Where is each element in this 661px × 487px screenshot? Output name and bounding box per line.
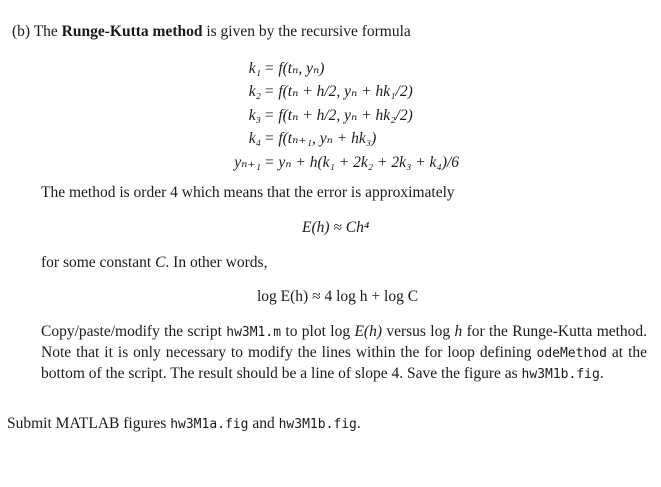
equation-lhs: k₁ bbox=[248, 59, 261, 77]
equation-row bbox=[210, 104, 490, 128]
heading-intro: The bbox=[33, 23, 58, 40]
equation-rhs: = yₙ + h(k₁ + 2k₂ + 2k₃ + k₄)/6 bbox=[264, 153, 460, 171]
instr-text: for the Runge-Kutta method. Note that it is only necessary to modify the lines within the for loop defining bbox=[41, 323, 648, 361]
instr-text: to plot log bbox=[285, 323, 351, 340]
equation-row bbox=[210, 128, 490, 152]
method-name: Runge-Kutta method bbox=[61, 23, 203, 40]
equation-rhs: = f(tₙ, yₙ) bbox=[264, 59, 325, 77]
equation-row bbox=[210, 81, 490, 105]
figure-a-filename: hw3M1a.fig bbox=[170, 417, 249, 432]
equation-row bbox=[210, 151, 490, 175]
instr-text: at the bottom of the script. The result should be a line of slope 4. Save the figure as bbox=[41, 344, 648, 382]
instr-text: . bbox=[599, 365, 604, 382]
h-symbol: h bbox=[454, 323, 463, 340]
script-filename: hw3M1.m bbox=[226, 325, 282, 340]
figure-filename: hw3M1b.fig bbox=[521, 367, 600, 382]
instructions-paragraph bbox=[41, 322, 647, 385]
equation-rhs: = f(tₙ + h/2, yₙ + hk₁/2) bbox=[264, 83, 413, 101]
submit-and: and bbox=[252, 415, 275, 432]
equation-lhs: k₄ bbox=[248, 130, 261, 148]
equation-row bbox=[210, 57, 490, 81]
equation-rhs: = f(tₙ₊₁, yₙ + hk₃) bbox=[264, 130, 377, 148]
log-formula: log E(h) ≈ 4 log h + log C bbox=[257, 288, 419, 305]
part-label: (b) bbox=[12, 23, 31, 40]
heading-rest: is given by the recursive formula bbox=[206, 23, 411, 40]
function-name: odeMethod bbox=[536, 346, 607, 361]
constant-before: for some constant bbox=[41, 254, 152, 271]
error-formula: E(h) ≈ Ch⁴ bbox=[302, 219, 370, 236]
order-statement: The method is order 4 which means that the error is approximately bbox=[41, 184, 455, 201]
figure-b-filename: hw3M1b.fig bbox=[278, 417, 357, 432]
error-symbol: E(h) bbox=[354, 323, 382, 340]
equation-rhs: = f(tₙ + h/2, yₙ + hk₂/2) bbox=[264, 106, 413, 124]
rk-equations bbox=[210, 57, 490, 175]
part-b-heading bbox=[12, 22, 411, 42]
equation-lhs: yₙ₊₁ bbox=[234, 153, 261, 171]
instr-text: Copy/paste/modify the script bbox=[41, 323, 222, 340]
submit-text: Submit MATLAB figures bbox=[7, 415, 167, 432]
submit-end: . bbox=[356, 415, 361, 432]
equation-lhs: k₃ bbox=[248, 106, 261, 124]
constant-var: C bbox=[155, 254, 166, 271]
instr-text: versus log bbox=[386, 323, 451, 340]
constant-after: . In other words, bbox=[165, 254, 268, 271]
submit-line bbox=[7, 414, 361, 435]
constant-statement bbox=[41, 253, 267, 273]
equation-lhs: k₂ bbox=[248, 83, 261, 101]
